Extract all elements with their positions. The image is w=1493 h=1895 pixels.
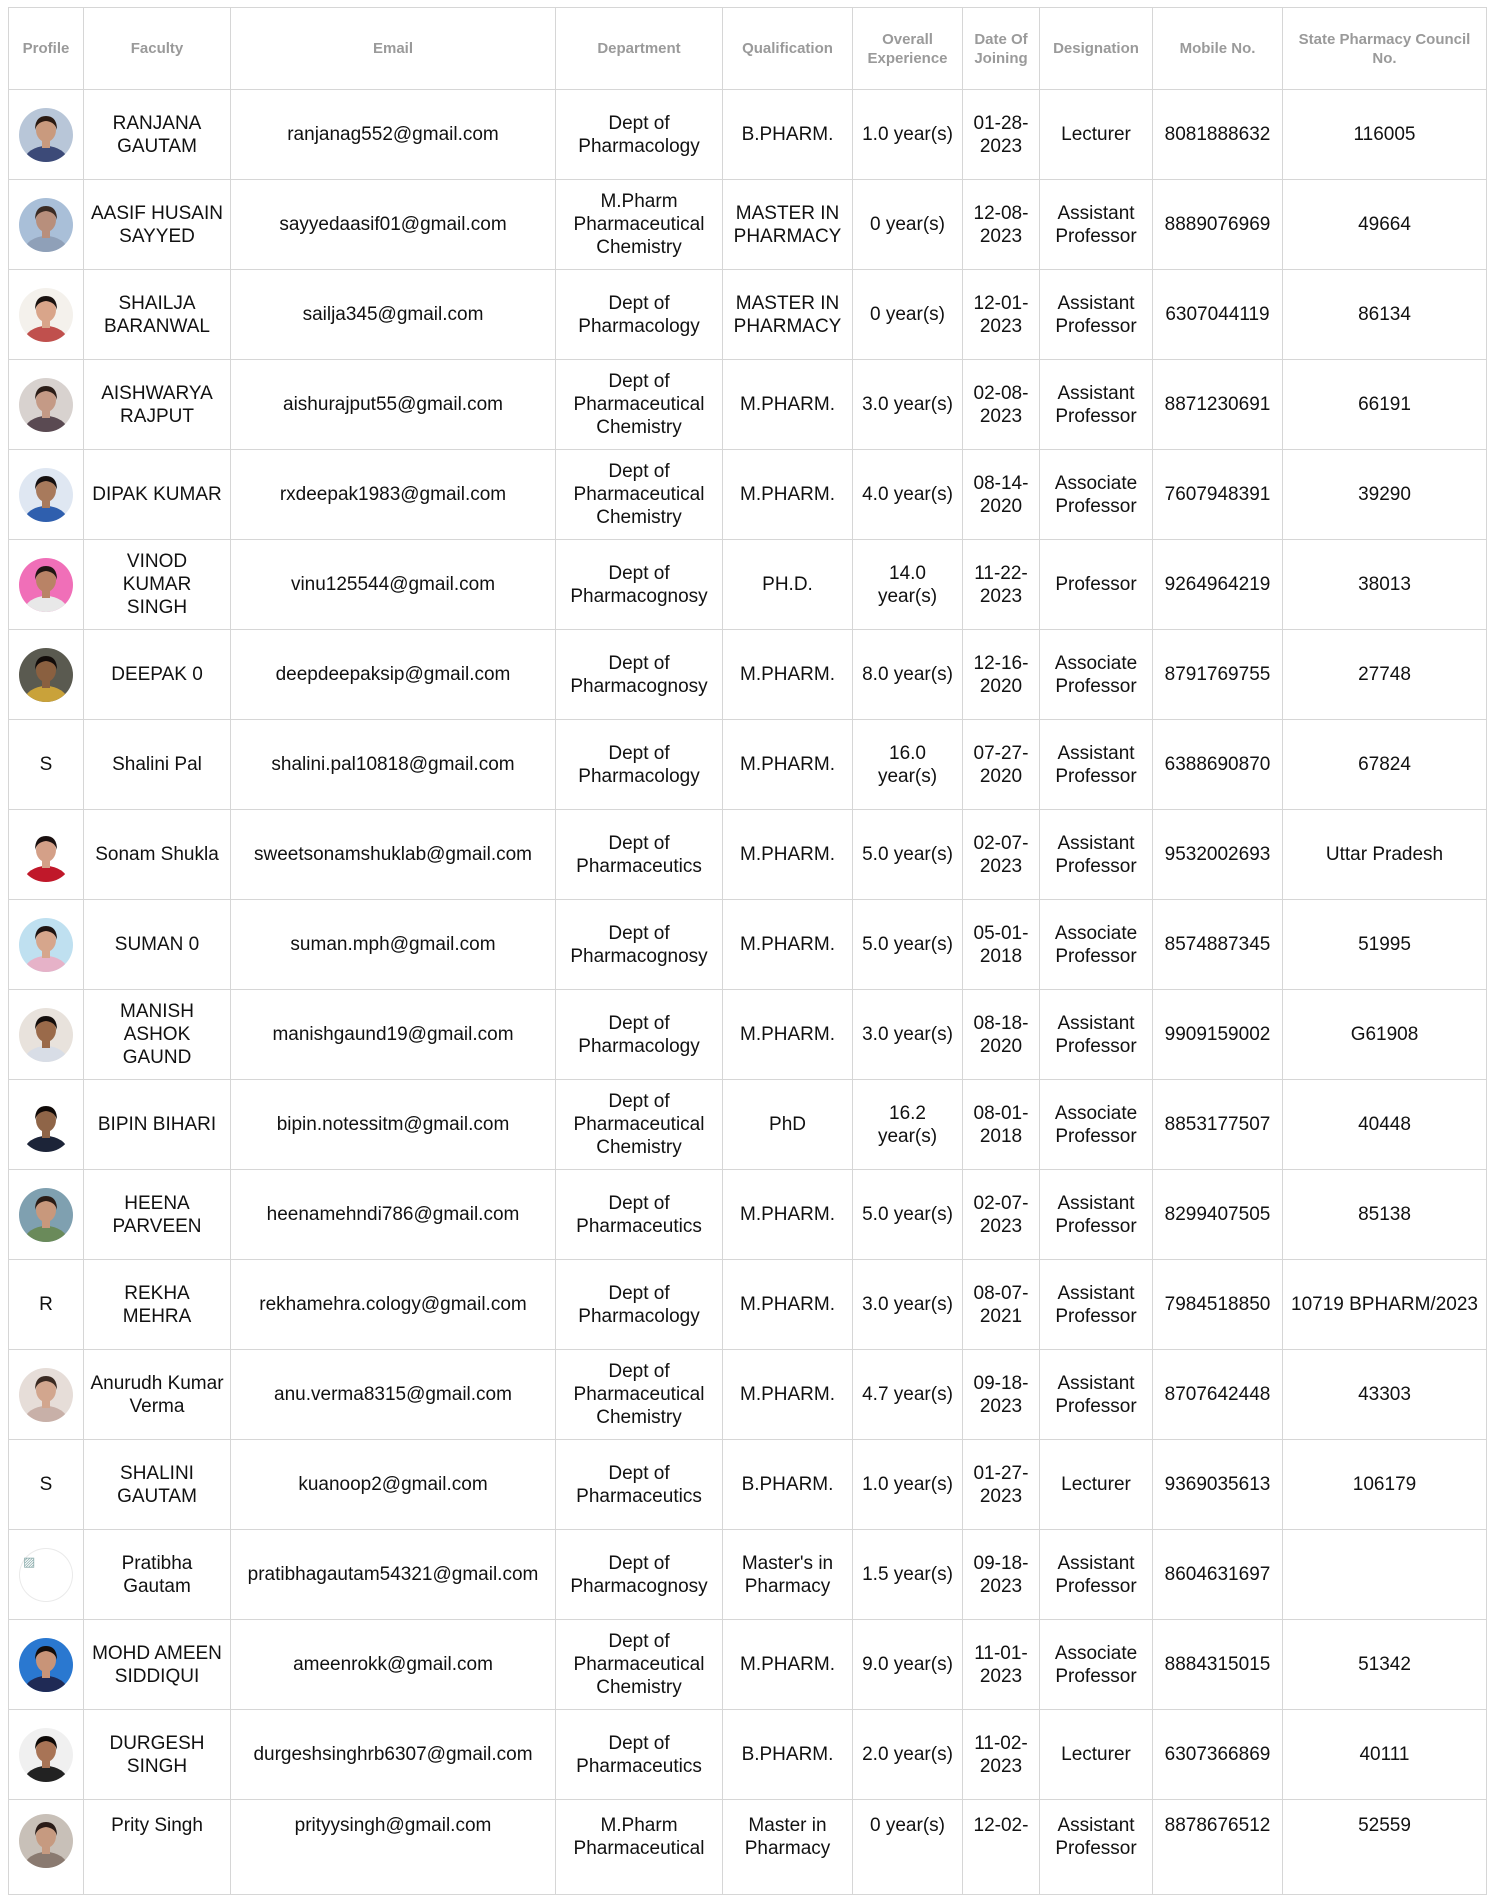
profile-cell xyxy=(9,720,84,810)
person-photo-icon xyxy=(19,828,73,882)
qualification-cell: M.PHARM. xyxy=(723,1620,853,1710)
faculty-name: Pratibha Gautam xyxy=(84,1530,231,1620)
mobile-cell: 7984518850 xyxy=(1153,1260,1283,1350)
profile-cell xyxy=(9,540,84,630)
qualification-cell: M.PHARM. xyxy=(723,810,853,900)
profile-cell xyxy=(9,1260,84,1350)
faculty-name: SUMAN 0 xyxy=(84,900,231,990)
experience-cell: 14.0 year(s) xyxy=(853,540,963,630)
avatar xyxy=(19,558,73,612)
qualification-cell: MASTER IN PHARMACY xyxy=(723,180,853,270)
council-no-cell: 40111 xyxy=(1283,1710,1487,1800)
email-cell: sweetsonamshuklab@gmail.com xyxy=(231,810,556,900)
designation-cell: Associate Professor xyxy=(1040,900,1153,990)
qualification-cell: B.PHARM. xyxy=(723,1710,853,1800)
department-cell: Dept of Pharmacology xyxy=(556,990,723,1080)
mobile-cell: 9532002693 xyxy=(1153,810,1283,900)
person-photo-icon xyxy=(19,1098,73,1152)
profile-cell xyxy=(9,270,84,360)
experience-cell: 1.0 year(s) xyxy=(853,90,963,180)
faculty-name: SHALINI GAUTAM xyxy=(84,1440,231,1530)
faculty-name: DIPAK KUMAR xyxy=(84,450,231,540)
department-cell: Dept of Pharmaceutical Chemistry xyxy=(556,360,723,450)
experience-cell: 0 year(s) xyxy=(853,1800,963,1895)
person-photo-icon xyxy=(19,1368,73,1422)
mobile-cell: 8081888632 xyxy=(1153,90,1283,180)
department-cell: Dept of Pharmacology xyxy=(556,1260,723,1350)
mobile-cell: 8889076969 xyxy=(1153,180,1283,270)
faculty-name: REKHA MEHRA xyxy=(84,1260,231,1350)
date-of-joining-cell: 08-07-2021 xyxy=(963,1260,1040,1350)
qualification-cell: M.PHARM. xyxy=(723,1170,853,1260)
council-no-cell: 49664 xyxy=(1283,180,1487,270)
date-of-joining-cell: 11-22-2023 xyxy=(963,540,1040,630)
table-row xyxy=(9,360,1487,450)
council-no-cell: 86134 xyxy=(1283,270,1487,360)
council-no-cell: 40448 xyxy=(1283,1080,1487,1170)
council-no-cell: G61908 xyxy=(1283,990,1487,1080)
person-photo-icon xyxy=(19,1814,73,1868)
faculty-name: AASIF HUSAIN SAYYED xyxy=(84,180,231,270)
designation-cell: Associate Professor xyxy=(1040,1620,1153,1710)
qualification-cell: MASTER IN PHARMACY xyxy=(723,270,853,360)
department-cell: Dept of Pharmacology xyxy=(556,720,723,810)
designation-cell: Assistant Professor xyxy=(1040,720,1153,810)
department-cell: Dept of Pharmaceutics xyxy=(556,810,723,900)
mobile-cell: 8707642448 xyxy=(1153,1350,1283,1440)
email-cell: bipin.notessitm@gmail.com xyxy=(231,1080,556,1170)
qualification-cell: M.PHARM. xyxy=(723,900,853,990)
council-no-cell: 51342 xyxy=(1283,1620,1487,1710)
table-row xyxy=(9,720,1487,810)
table-row xyxy=(9,630,1487,720)
date-of-joining-cell: 09-18-2023 xyxy=(963,1530,1040,1620)
qualification-cell: M.PHARM. xyxy=(723,360,853,450)
faculty-name: Shalini Pal xyxy=(84,720,231,810)
header-email[interactable]: Email xyxy=(231,8,556,90)
date-of-joining-cell: 02-07-2023 xyxy=(963,1170,1040,1260)
council-no-cell: 66191 xyxy=(1283,360,1487,450)
designation-cell: Lecturer xyxy=(1040,90,1153,180)
header-council-no[interactable]: State Pharmacy Council No. xyxy=(1283,8,1487,90)
experience-cell: 5.0 year(s) xyxy=(853,1170,963,1260)
mobile-cell: 9909159002 xyxy=(1153,990,1283,1080)
person-photo-icon xyxy=(19,1188,73,1242)
date-of-joining-cell: 02-08-2023 xyxy=(963,360,1040,450)
department-cell: M.Pharm Pharmaceutical Chemistry xyxy=(556,180,723,270)
profile-cell xyxy=(9,990,84,1080)
mobile-cell: 6307366869 xyxy=(1153,1710,1283,1800)
email-cell: deepdeepaksip@gmail.com xyxy=(231,630,556,720)
table-row xyxy=(9,1530,1487,1620)
table-row xyxy=(9,1710,1487,1800)
date-of-joining-cell: 01-28-2023 xyxy=(963,90,1040,180)
faculty-name: SHAILJA BARANWAL xyxy=(84,270,231,360)
table-row xyxy=(9,1440,1487,1530)
experience-cell: 3.0 year(s) xyxy=(853,360,963,450)
person-photo-icon xyxy=(19,648,73,702)
department-cell: Dept of Pharmaceutics xyxy=(556,1440,723,1530)
mobile-cell: 9369035613 xyxy=(1153,1440,1283,1530)
email-cell: suman.mph@gmail.com xyxy=(231,900,556,990)
faculty-name: VINOD KUMAR SINGH xyxy=(84,540,231,630)
designation-cell: Associate Professor xyxy=(1040,450,1153,540)
experience-cell: 1.5 year(s) xyxy=(853,1530,963,1620)
department-cell: Dept of Pharmaceutical Chemistry xyxy=(556,1080,723,1170)
qualification-cell: Master in Pharmacy xyxy=(723,1800,853,1895)
person-photo-icon xyxy=(19,1008,73,1062)
email-cell: rxdeepak1983@gmail.com xyxy=(231,450,556,540)
council-no-cell: 38013 xyxy=(1283,540,1487,630)
council-no-cell: 106179 xyxy=(1283,1440,1487,1530)
council-no-cell: 39290 xyxy=(1283,450,1487,540)
profile-cell xyxy=(9,1710,84,1800)
profile-cell xyxy=(9,450,84,540)
table-row xyxy=(9,810,1487,900)
faculty-table xyxy=(8,7,1487,1895)
email-cell: vinu125544@gmail.com xyxy=(231,540,556,630)
designation-cell: Assistant Professor xyxy=(1040,180,1153,270)
date-of-joining-cell: 12-02- xyxy=(963,1800,1040,1895)
avatar xyxy=(19,378,73,432)
designation-cell: Associate Professor xyxy=(1040,1080,1153,1170)
designation-cell: Lecturer xyxy=(1040,1710,1153,1800)
mobile-cell: 6388690870 xyxy=(1153,720,1283,810)
avatar xyxy=(19,1098,73,1152)
faculty-name: RANJANA GAUTAM xyxy=(84,90,231,180)
faculty-name: MANISH ASHOK GAUND xyxy=(84,990,231,1080)
email-cell: heenamehndi786@gmail.com xyxy=(231,1170,556,1260)
qualification-cell: M.PHARM. xyxy=(723,1350,853,1440)
date-of-joining-cell: 11-01-2023 xyxy=(963,1620,1040,1710)
experience-cell: 9.0 year(s) xyxy=(853,1620,963,1710)
faculty-name: MOHD AMEEN SIDDIQUI xyxy=(84,1620,231,1710)
mobile-cell: 9264964219 xyxy=(1153,540,1283,630)
avatar xyxy=(19,828,73,882)
department-cell: Dept of Pharmaceutical Chemistry xyxy=(556,1350,723,1440)
mobile-cell: 8791769755 xyxy=(1153,630,1283,720)
department-cell: Dept of Pharmacognosy xyxy=(556,1530,723,1620)
experience-cell: 4.0 year(s) xyxy=(853,450,963,540)
header-row xyxy=(9,8,1487,90)
avatar xyxy=(19,1188,73,1242)
header-date-of-joining[interactable]: Date Of Joining xyxy=(963,8,1040,90)
email-cell: prityysingh@gmail.com xyxy=(231,1800,556,1895)
profile-cell xyxy=(9,900,84,990)
email-cell: sayyedaasif01@gmail.com xyxy=(231,180,556,270)
department-cell: Dept of Pharmacognosy xyxy=(556,540,723,630)
mobile-cell: 8574887345 xyxy=(1153,900,1283,990)
mobile-cell: 8853177507 xyxy=(1153,1080,1283,1170)
date-of-joining-cell: 11-02-2023 xyxy=(963,1710,1040,1800)
profile-cell xyxy=(9,1530,84,1620)
faculty-name: Prity Singh xyxy=(84,1800,231,1895)
avatar xyxy=(19,468,73,522)
mobile-cell: 8871230691 xyxy=(1153,360,1283,450)
qualification-cell: B.PHARM. xyxy=(723,1440,853,1530)
faculty-name: BIPIN BIHARI xyxy=(84,1080,231,1170)
designation-cell: Assistant Professor xyxy=(1040,1350,1153,1440)
experience-cell: 16.2 year(s) xyxy=(853,1080,963,1170)
email-cell: durgeshsinghrb6307@gmail.com xyxy=(231,1710,556,1800)
department-cell: Dept of Pharmacology xyxy=(556,270,723,360)
profile-cell xyxy=(9,180,84,270)
header-mobile[interactable]: Mobile No. xyxy=(1153,8,1283,90)
profile-cell xyxy=(9,1620,84,1710)
faculty-name: DEEPAK 0 xyxy=(84,630,231,720)
person-photo-icon xyxy=(19,108,73,162)
profile-cell xyxy=(9,90,84,180)
designation-cell: Assistant Professor xyxy=(1040,1800,1153,1895)
qualification-cell: M.PHARM. xyxy=(723,450,853,540)
council-no-cell: 116005 xyxy=(1283,90,1487,180)
faculty-name: HEENA PARVEEN xyxy=(84,1170,231,1260)
experience-cell: 16.0 year(s) xyxy=(853,720,963,810)
faculty-name: AISHWARYA RAJPUT xyxy=(84,360,231,450)
email-cell: ranjanag552@gmail.com xyxy=(231,90,556,180)
avatar xyxy=(19,1638,73,1692)
avatar-initial: R xyxy=(39,1294,53,1315)
designation-cell: Assistant Professor xyxy=(1040,990,1153,1080)
header-faculty[interactable]: Faculty xyxy=(84,8,231,90)
avatar xyxy=(19,918,73,972)
table-row xyxy=(9,540,1487,630)
department-cell: Dept of Pharmacology xyxy=(556,90,723,180)
designation-cell: Assistant Professor xyxy=(1040,270,1153,360)
council-no-cell: 27748 xyxy=(1283,630,1487,720)
date-of-joining-cell: 08-01-2018 xyxy=(963,1080,1040,1170)
mobile-cell: 8299407505 xyxy=(1153,1170,1283,1260)
qualification-cell: Master's in Pharmacy xyxy=(723,1530,853,1620)
profile-cell xyxy=(9,1440,84,1530)
experience-cell: 0 year(s) xyxy=(853,270,963,360)
qualification-cell: PhD xyxy=(723,1080,853,1170)
email-cell: anu.verma8315@gmail.com xyxy=(231,1350,556,1440)
qualification-cell: B.PHARM. xyxy=(723,90,853,180)
department-cell: Dept of Pharmaceutical Chemistry xyxy=(556,450,723,540)
department-cell: M.Pharm Pharmaceutical xyxy=(556,1800,723,1895)
council-no-cell: 43303 xyxy=(1283,1350,1487,1440)
council-no-cell: 51995 xyxy=(1283,900,1487,990)
email-cell: manishgaund19@gmail.com xyxy=(231,990,556,1080)
header-profile[interactable]: Profile xyxy=(9,8,84,90)
table-row xyxy=(9,1620,1487,1710)
department-cell: Dept of Pharmacognosy xyxy=(556,630,723,720)
designation-cell: Professor xyxy=(1040,540,1153,630)
date-of-joining-cell: 08-14-2020 xyxy=(963,450,1040,540)
date-of-joining-cell: 12-16-2020 xyxy=(963,630,1040,720)
experience-cell: 3.0 year(s) xyxy=(853,990,963,1080)
avatar xyxy=(19,288,73,342)
experience-cell: 2.0 year(s) xyxy=(853,1710,963,1800)
experience-cell: 8.0 year(s) xyxy=(853,630,963,720)
date-of-joining-cell: 12-08-2023 xyxy=(963,180,1040,270)
experience-cell: 3.0 year(s) xyxy=(853,1260,963,1350)
council-no-cell: Uttar Pradesh xyxy=(1283,810,1487,900)
date-of-joining-cell: 08-18-2020 xyxy=(963,990,1040,1080)
experience-cell: 4.7 year(s) xyxy=(853,1350,963,1440)
date-of-joining-cell: 02-07-2023 xyxy=(963,810,1040,900)
department-cell: Dept of Pharmacognosy xyxy=(556,900,723,990)
table-row xyxy=(9,1080,1487,1170)
council-no-cell: 52559 xyxy=(1283,1800,1487,1895)
designation-cell: Lecturer xyxy=(1040,1440,1153,1530)
profile-cell xyxy=(9,810,84,900)
designation-cell: Assistant Professor xyxy=(1040,1530,1153,1620)
person-photo-icon xyxy=(19,378,73,432)
profile-cell xyxy=(9,630,84,720)
table-row xyxy=(9,180,1487,270)
mobile-cell: 7607948391 xyxy=(1153,450,1283,540)
experience-cell: 5.0 year(s) xyxy=(853,900,963,990)
avatar-initial: S xyxy=(39,754,53,775)
avatar xyxy=(19,1814,73,1868)
table-row xyxy=(9,1170,1487,1260)
email-cell: kuanoop2@gmail.com xyxy=(231,1440,556,1530)
table-row xyxy=(9,900,1487,990)
email-cell: pratibhagautam54321@gmail.com xyxy=(231,1530,556,1620)
avatar xyxy=(19,1728,73,1782)
person-photo-icon xyxy=(19,918,73,972)
table-body xyxy=(9,90,1487,1895)
header-department[interactable]: Department xyxy=(556,8,723,90)
email-cell: ameenrokk@gmail.com xyxy=(231,1620,556,1710)
council-no-cell: 85138 xyxy=(1283,1170,1487,1260)
qualification-cell: M.PHARM. xyxy=(723,990,853,1080)
mobile-cell: 8884315015 xyxy=(1153,1620,1283,1710)
faculty-name: DURGESH SINGH xyxy=(84,1710,231,1800)
qualification-cell: M.PHARM. xyxy=(723,630,853,720)
profile-cell xyxy=(9,1350,84,1440)
table-row xyxy=(9,1350,1487,1440)
faculty-name: Anurudh Kumar Verma xyxy=(84,1350,231,1440)
council-no-cell xyxy=(1283,1530,1487,1620)
person-photo-icon xyxy=(19,558,73,612)
qualification-cell: M.PHARM. xyxy=(723,1260,853,1350)
email-cell: sailja345@gmail.com xyxy=(231,270,556,360)
mobile-cell: 8878676512 xyxy=(1153,1800,1283,1895)
table-row xyxy=(9,270,1487,360)
experience-cell: 0 year(s) xyxy=(853,180,963,270)
avatar xyxy=(19,648,73,702)
designation-cell: Assistant Professor xyxy=(1040,1170,1153,1260)
date-of-joining-cell: 12-01-2023 xyxy=(963,270,1040,360)
council-no-cell: 10719 BPHARM/2023 xyxy=(1283,1260,1487,1350)
designation-cell: Assistant Professor xyxy=(1040,1260,1153,1350)
header-qualification[interactable]: Qualification xyxy=(723,8,853,90)
email-cell: aishurajput55@gmail.com xyxy=(231,360,556,450)
person-photo-icon xyxy=(19,198,73,252)
broken-image-icon: ▨ xyxy=(19,1548,73,1602)
date-of-joining-cell: 01-27-2023 xyxy=(963,1440,1040,1530)
table-row xyxy=(9,1800,1487,1895)
designation-cell: Assistant Professor xyxy=(1040,810,1153,900)
table-row xyxy=(9,450,1487,540)
avatar xyxy=(19,198,73,252)
date-of-joining-cell: 07-27-2020 xyxy=(963,720,1040,810)
profile-cell xyxy=(9,1080,84,1170)
department-cell: Dept of Pharmaceutics xyxy=(556,1710,723,1800)
department-cell: Dept of Pharmaceutical Chemistry xyxy=(556,1620,723,1710)
experience-cell: 5.0 year(s) xyxy=(853,810,963,900)
qualification-cell: M.PHARM. xyxy=(723,720,853,810)
person-photo-icon xyxy=(19,468,73,522)
header-experience[interactable]: Overall Experience xyxy=(853,8,963,90)
table-row xyxy=(9,90,1487,180)
mobile-cell: 6307044119 xyxy=(1153,270,1283,360)
mobile-cell: 8604631697 xyxy=(1153,1530,1283,1620)
person-photo-icon xyxy=(19,1728,73,1782)
header-designation[interactable]: Designation xyxy=(1040,8,1153,90)
designation-cell: Assistant Professor xyxy=(1040,360,1153,450)
faculty-name: Sonam Shukla xyxy=(84,810,231,900)
profile-cell xyxy=(9,1170,84,1260)
avatar-initial: S xyxy=(39,1474,53,1495)
experience-cell: 1.0 year(s) xyxy=(853,1440,963,1530)
person-photo-icon xyxy=(19,1638,73,1692)
email-cell: shalini.pal10818@gmail.com xyxy=(231,720,556,810)
person-photo-icon xyxy=(19,288,73,342)
email-cell: rekhamehra.cology@gmail.com xyxy=(231,1260,556,1350)
designation-cell: Associate Professor xyxy=(1040,630,1153,720)
avatar xyxy=(19,108,73,162)
table-row xyxy=(9,990,1487,1080)
avatar xyxy=(19,1368,73,1422)
qualification-cell: PH.D. xyxy=(723,540,853,630)
profile-cell xyxy=(9,360,84,450)
table-row xyxy=(9,1260,1487,1350)
profile-cell xyxy=(9,1800,84,1895)
date-of-joining-cell: 05-01-2018 xyxy=(963,900,1040,990)
council-no-cell: 67824 xyxy=(1283,720,1487,810)
avatar xyxy=(19,1008,73,1062)
department-cell: Dept of Pharmaceutics xyxy=(556,1170,723,1260)
date-of-joining-cell: 09-18-2023 xyxy=(963,1350,1040,1440)
